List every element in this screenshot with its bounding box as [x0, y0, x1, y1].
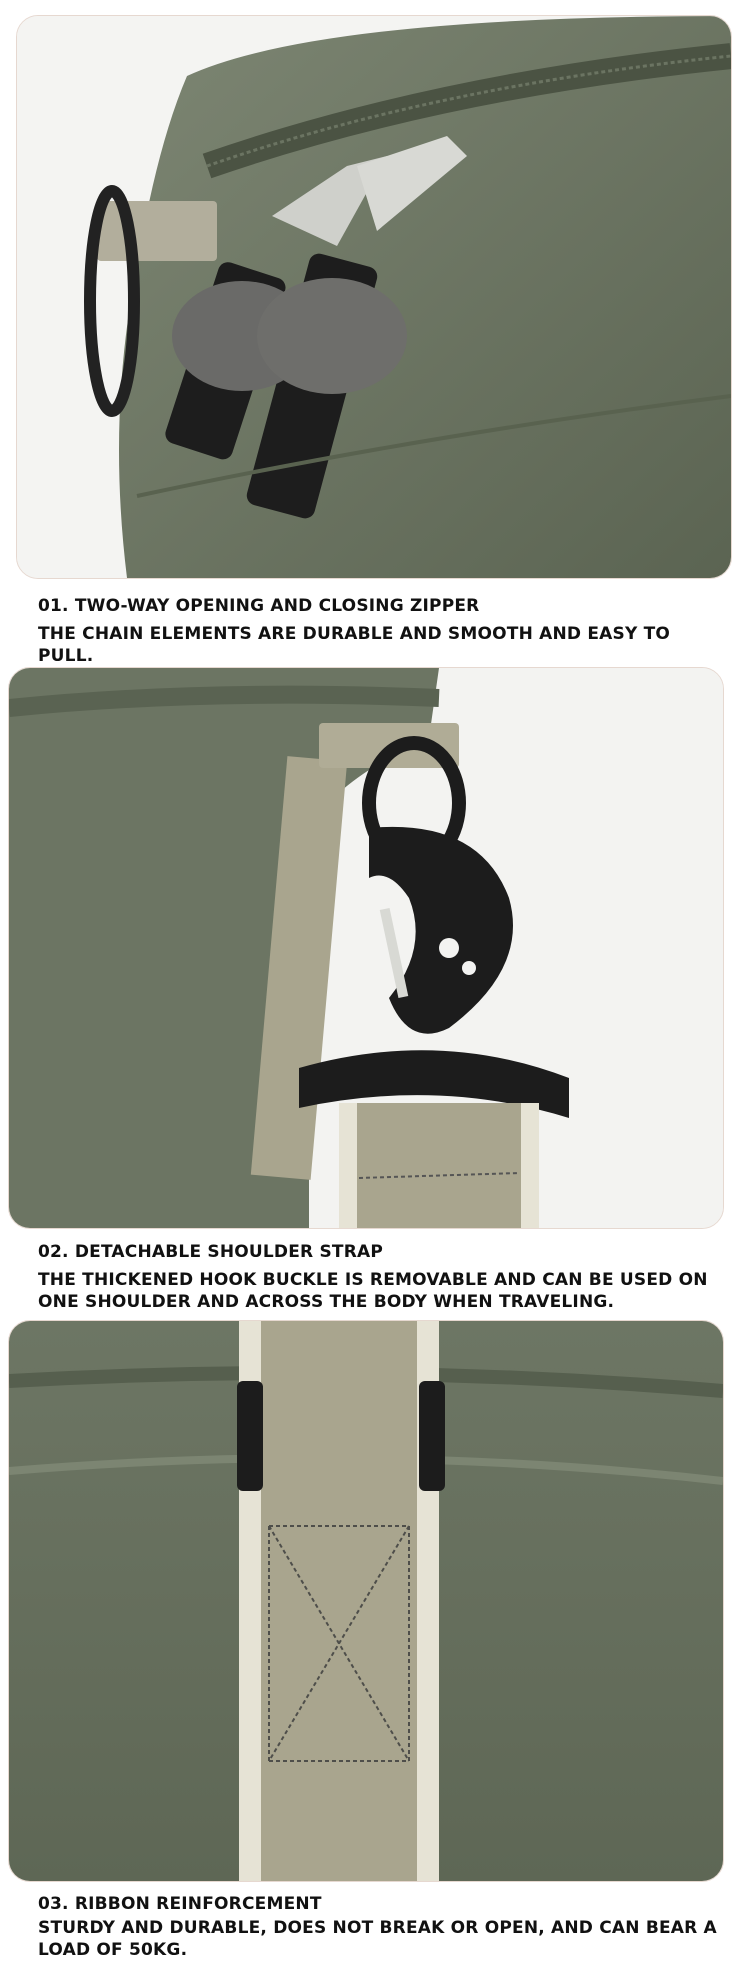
section-1-heading: 01. TWO-WAY OPENING AND CLOSING ZIPPER: [38, 596, 480, 616]
ribbon-photo: [8, 1320, 724, 1882]
section-2-heading: 02. DETACHABLE SHOULDER STRAP: [38, 1242, 384, 1262]
section-3-heading: 03. RIBBON REINFORCEMENT: [38, 1894, 322, 1914]
hook-buckle-illustration: [9, 668, 723, 1228]
ribbon-illustration: [9, 1321, 723, 1881]
section-2-body: THE THICKENED HOOK BUCKLE IS REMOVABLE AND CAN BE USED ON ONE SHOULDER AND ACROSS THE BODY WHEN TRAVELING.: [38, 1270, 708, 1312]
shoulder-strap-photo: [8, 667, 724, 1229]
zipper-photo: [16, 15, 732, 579]
zipper-illustration: [17, 16, 731, 578]
section-1-body: THE CHAIN ELEMENTS ARE DURABLE AND SMOOTH AND EASY TO PULL.: [38, 624, 671, 666]
section-3-body: STURDY AND DURABLE, DOES NOT BREAK OR OPEN, AND CAN BEAR A LOAD OF 50KG.: [38, 1918, 717, 1960]
section-1-caption: [38, 595, 718, 667]
section-2-caption: [38, 1241, 718, 1313]
section-3-caption: [38, 1893, 718, 1961]
